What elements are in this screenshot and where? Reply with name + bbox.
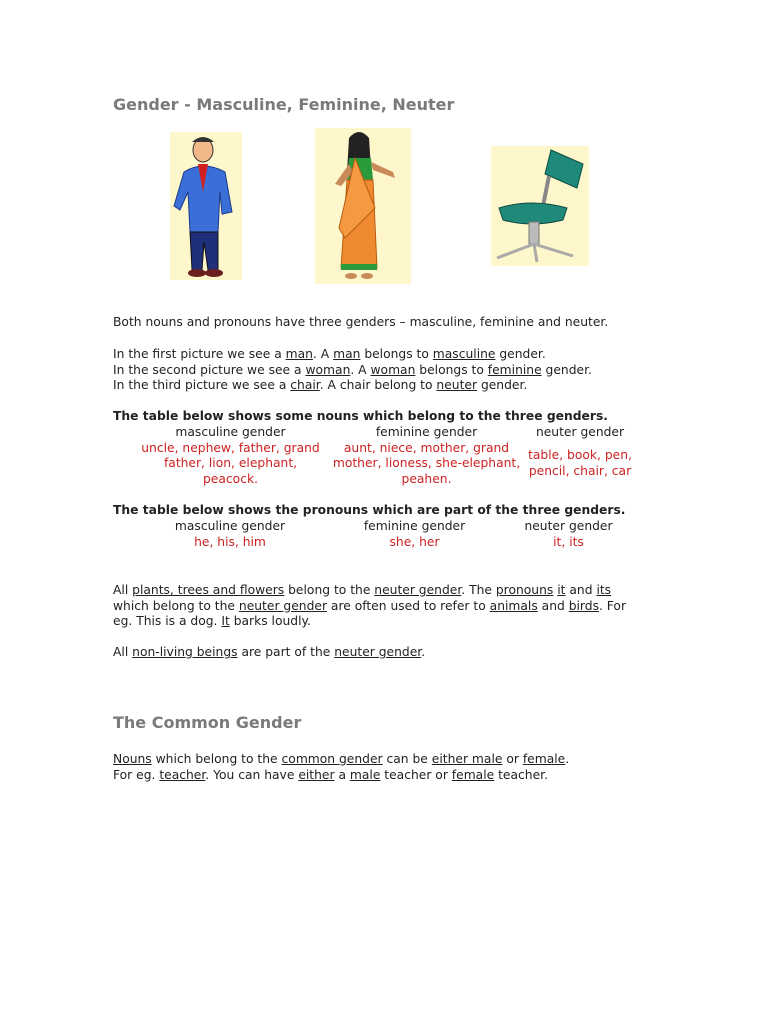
nouns-cell-line: table, book, pen, xyxy=(528,448,632,463)
neuter-paragraph-line3: eg. This is a dog. It barks loudly. xyxy=(113,614,311,628)
nouns-cell-line: uncle, nephew, father, grand xyxy=(141,440,320,455)
third-picture-line: In the third picture we see a chair. A chair belong to neuter gender. xyxy=(113,378,528,392)
nouns-cell-line: pencil, chair, car xyxy=(528,463,632,478)
nouns-cell-neuter xyxy=(525,441,635,488)
nouns-cell-masculine xyxy=(133,441,328,488)
nouns-cell-line: peacock. xyxy=(203,471,258,486)
common-gender-line2: For eg. teacher. You can have either a male teacher or female teacher. xyxy=(113,768,548,782)
pronouns-header-neuter: neuter gender xyxy=(524,519,613,533)
nouns-table-heading: The table below shows some nouns which belong to the three genders. xyxy=(113,409,608,423)
neuter-paragraph-line1: All plants, trees and flowers belong to the neuter gender. The pronouns it and its xyxy=(113,583,612,597)
page-title: Gender - Masculine, Feminine, Neuter xyxy=(113,95,455,114)
nouns-cell-line: peahen. xyxy=(401,471,452,486)
pronouns-gender-table xyxy=(133,519,635,550)
non-living-paragraph: All non-living beings are part of the neuter gender. xyxy=(113,645,426,659)
pronouns-cell-masculine: he, his, him xyxy=(194,534,266,549)
woman-illustration xyxy=(315,128,411,284)
nouns-header-feminine: feminine gender xyxy=(375,425,478,439)
first-picture-line: In the first picture we see a man. A man belongs to masculine gender. xyxy=(113,347,546,361)
pronouns-header-masculine: masculine gender xyxy=(174,519,286,533)
nouns-header-neuter: neuter gender xyxy=(535,425,625,439)
nouns-cell-line: mother, lioness, she-elephant, xyxy=(332,456,521,471)
pronouns-cell-feminine: she, her xyxy=(389,534,440,549)
pronouns-header-feminine: feminine gender xyxy=(363,519,466,533)
intro-text: Both nouns and pronouns have three genders – masculine, feminine and neuter. xyxy=(113,315,609,329)
nouns-cell-feminine xyxy=(328,441,525,488)
nouns-cell-line: father, lion, elephant, xyxy=(163,456,298,471)
pronouns-cell-neuter: it, its xyxy=(553,534,584,549)
nouns-gender-table xyxy=(133,425,635,487)
second-picture-line: In the second picture we see a woman. A woman belongs to feminine gender. xyxy=(113,362,592,377)
pronouns-table-heading: The table below shows the pronouns which are part of the three genders. xyxy=(113,503,626,517)
man-illustration xyxy=(170,132,242,280)
chair-illustration xyxy=(491,146,589,266)
neuter-paragraph-line2: which belong to the neuter gender are often used to refer to animals and birds. For xyxy=(113,598,627,613)
common-gender-title: The Common Gender xyxy=(113,713,302,732)
nouns-cell-line: aunt, niece, mother, grand xyxy=(343,440,510,455)
common-gender-line1: Nouns which belong to the common gender can be either male or female. xyxy=(113,752,570,766)
nouns-header-masculine: masculine gender xyxy=(175,425,286,439)
